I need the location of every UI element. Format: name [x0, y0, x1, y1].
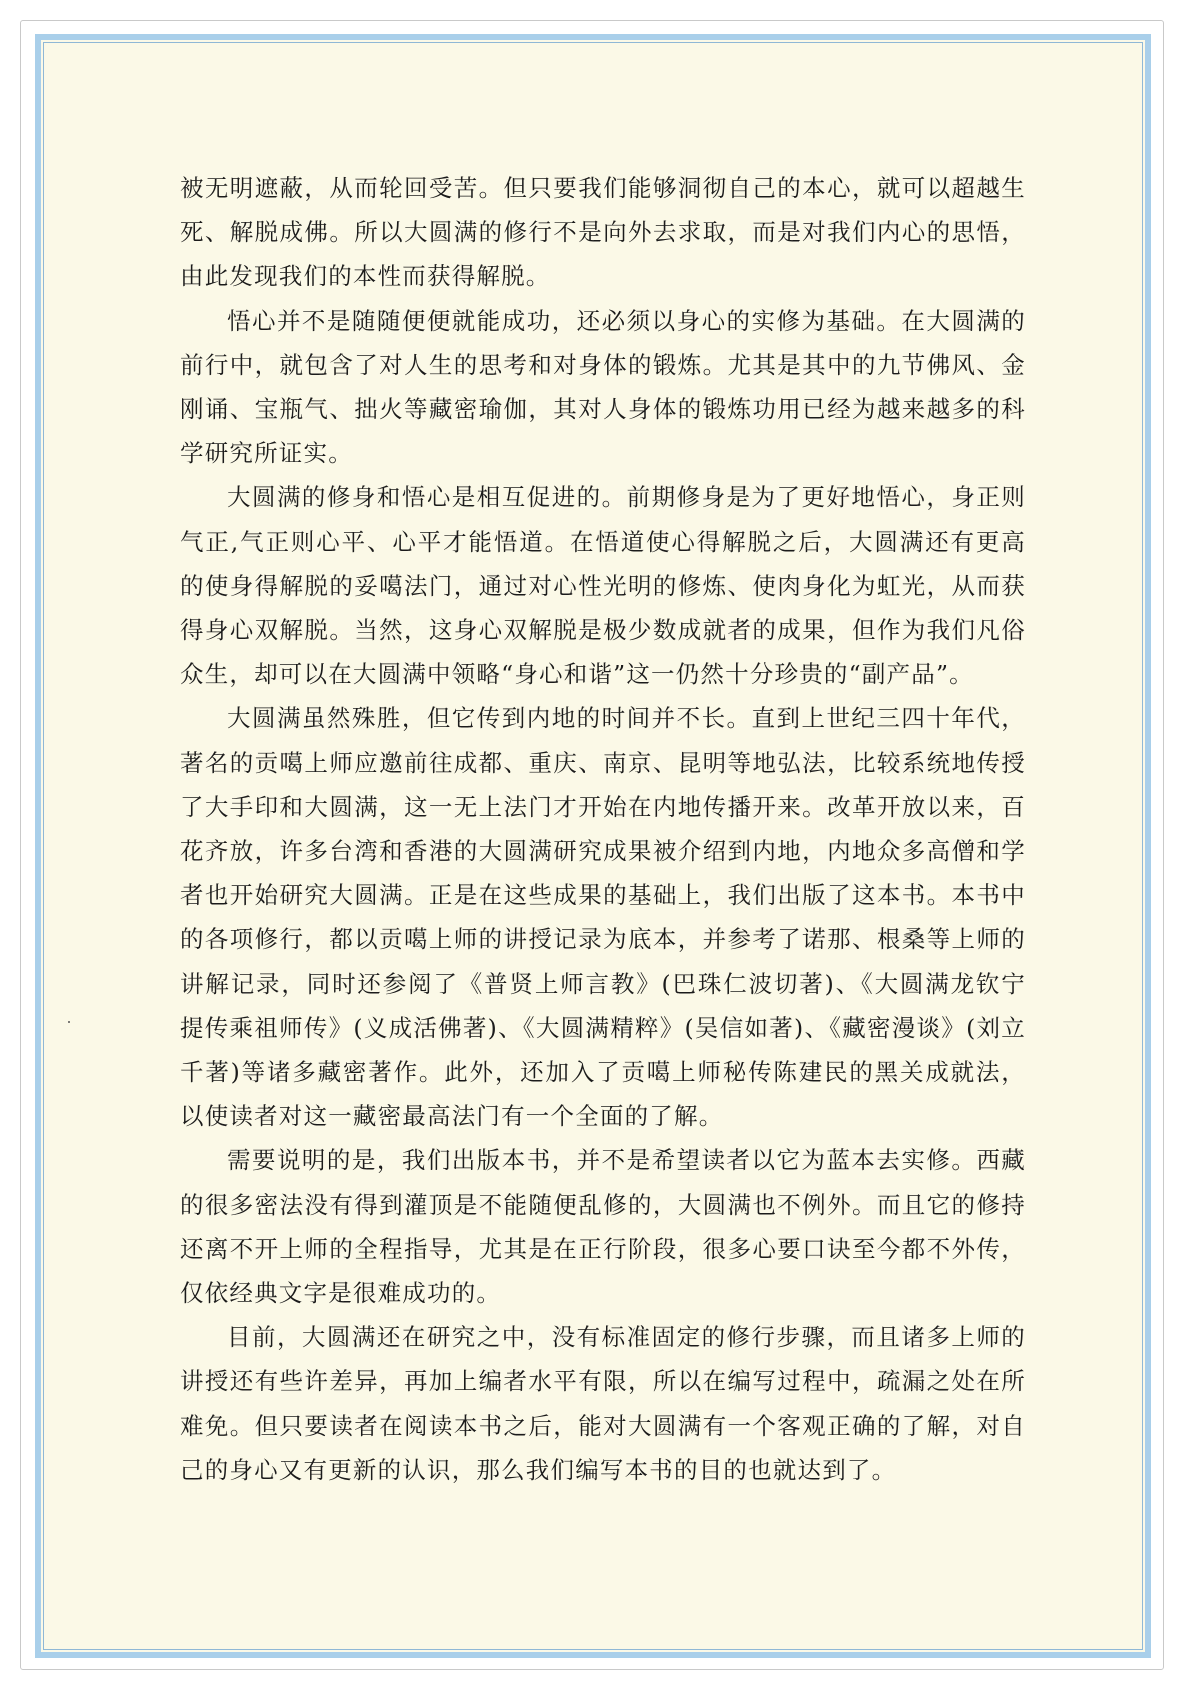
paragraph: 大圆满虽然殊胜，但它传到内地的时间并不长。直到上世纪三四十年代，著名的贡噶上师应邀前往成都、重庆、南京、昆明等地弘法，比较系统地传授了大手印和大圆满，这一无上法门才开始在内地传播开来。改革开放以来，百花齐放，许多台湾和香港的大圆满研究成果被介绍到内地，内地众多高僧和学者也开始研究大圆满。正是在这些成果的基础上，我们出版了这本书。本书中的各项修行，都以贡噶上师的讲授记录为底本，并参考了诺那、根桑等上师的讲解记录，同时还参阅了《普贤上师言教》(巴珠仁波切著)、《大圆满龙钦宁提传乘祖师传》(义成活佛著)、《大圆满精粹》(吴信如著)、《藏密漫谈》(刘立千著)等诸多藏密著作。此外，还加入了贡噶上师秘传陈建民的黑关成就法，以使读者对这一藏密最高法门有一个全面的了解。 [180, 704, 1026, 1131]
paragraph: 大圆满的修身和悟心是相互促进的。前期修身是为了更好地悟心，身正则气正,气正则心平、心平才能悟道。在悟道使心得解脱之后，大圆满还有更高的使身得解脱的妥噶法门，通过对心性光明的修炼、使肉身化为虹光，从而获得身心双解脱。当然，这身心双解脱是极少数成就者的成果，但作为我们凡俗众生，却可以在大圆满中领略“身心和谐”这一仍然十分珍贵的“副产品”。 [180, 483, 1026, 689]
paragraph-continued: 被无明遮蔽，从而轮回受苦。但只要我们能够洞彻自己的本心，就可以超越生死、解脱成佛。所以大圆满的修行不是向外去求取，而是对我们内心的思悟，由此发现我们的本性而获得解脱。 [180, 174, 1026, 291]
paragraph: 需要说明的是，我们出版本书，并不是希望读者以它为蓝本去实修。西藏的很多密法没有得到灌顶是不能随便乱修的，大圆满也不例外。而且它的修持还离不开上师的全程指导，尤其是在正行阶段，很多心要口诀至今都不外传，仅依经典文字是很难成功的。 [180, 1146, 1026, 1308]
document-body [180, 166, 1026, 1492]
scan-speck [68, 1021, 70, 1023]
paragraph: 悟心并不是随随便便就能成功，还必须以身心的实修为基础。在大圆满的前行中，就包含了对人生的思考和对身体的锻炼。尤其是其中的九节佛风、金刚诵、宝瓶气、拙火等藏密瑜伽，其对人身体的锻炼功用已经为越来越多的科学研究所证实。 [180, 306, 1026, 468]
paragraph: 目前，大圆满还在研究之中，没有标准固定的修行步骤，而且诸多上师的讲授还有些许差异，再加上编者水平有限，所以在编写过程中，疏漏之处在所难免。但只要读者在阅读本书之后，能对大圆满有一个客观正确的了解，对自己的身心又有更新的认识，那么我们编写本书的目的也就达到了。 [180, 1323, 1026, 1484]
